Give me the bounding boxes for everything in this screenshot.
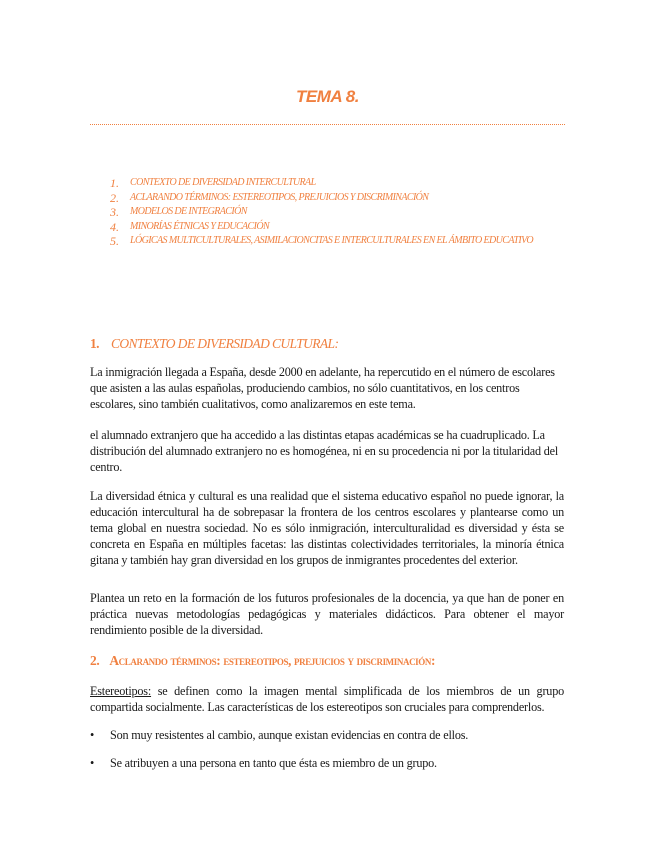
bullet-icon: • (90, 728, 95, 742)
bullet-text: Se atribuyen a una persona en tanto que ésta es miembro de un grupo. (110, 756, 437, 770)
document-title: TEMA 8. (296, 87, 359, 106)
section-1-paragraph-1: La inmigración llegada a España, desde 2000 en adelante, ha repercutido en el número de escolares que asisten a las aulas españolas, produciendo cambios, no sólo cuantitativos, en los centros escolares, sino también cualitativos, como analizaremos en este tema. (90, 365, 555, 411)
section-1-number: 1. (90, 336, 99, 351)
section-2-heading (90, 653, 435, 669)
toc-item-text: ACLARANDO TÉRMINOS: ESTEREOTIPOS, PREJUICIOS Y DISCRIMINACIÓN (130, 191, 429, 203)
toc-item-text: MINORÍAS ÉTNICAS Y EDUCACIÓN (130, 220, 270, 232)
toc-item (110, 176, 550, 191)
toc-item-text: LÓGICAS MULTICULTURALES, ASIMILACIONCITAS E INTERCULTURALES EN EL ÁMBITO EDUCATIVO (130, 235, 533, 246)
section-1-paragraph-2: el alumnado extranjero que ha accedido a las distintas etapas académicas se ha cuadruplicado. La distribución del alumnado extranjero no es homogénea, ni en su procedencia ni por la titularidad del centro. (90, 428, 559, 474)
toc-item-number: 2. (110, 190, 119, 205)
toc-item-text: CONTEXTO DE DIVERSIDAD INTERCULTURAL (130, 177, 316, 188)
toc-item (110, 205, 550, 220)
title-divider (90, 124, 565, 125)
section-1-heading (90, 336, 338, 352)
toc-item-number: 5. (110, 234, 119, 248)
toc-item-number: 4. (110, 219, 119, 234)
toc-item-number: 1. (110, 176, 119, 190)
table-of-contents (110, 176, 550, 249)
section-1-title: CONTEXTO DE DIVERSIDAD CULTURAL: (110, 336, 339, 351)
bullet-text: Son muy resistentes al cambio, aunque existan evidencias en contra de ellos. (110, 728, 469, 742)
stereotypes-definition (90, 683, 564, 715)
toc-item-number: 3. (110, 205, 119, 219)
toc-item (110, 234, 550, 249)
bullet-icon: • (90, 756, 95, 770)
stereotypes-definition-text: se definen como la imagen mental simplificada de los miembros de un grupo compartida socialmente. Las características de los estereotipos son cruciales para comprenderlos. (90, 684, 564, 714)
stereotypes-term: Estereotipos: (90, 684, 152, 698)
toc-item (110, 191, 550, 206)
section-2-title: Aclarando términos: estereotipos, prejuicios y discriminación: (109, 653, 436, 668)
section-1-paragraph-3: La diversidad étnica y cultural es una realidad que el sistema educativo español no puede ignorar, la educación intercultural ha de sobrepasar la frontera de los centros escolares y plantearse como un tema global en nuestra sociedad. No es sólo inmigración, interculturalidad es diversidad y ésta se concreta en España en múltiples facetas: las distintas colectividades territoriales, la minoría étnica gitana y también hay gran diversidad en los grupos de inmigrantes procedentes del exterior. (90, 489, 564, 567)
toc-item (110, 220, 550, 235)
toc-item-text: MODELOS DE INTEGRACIÓN (130, 206, 247, 217)
section-1-paragraph-4: Plantea un reto en la formación de los futuros profesionales de la docencia, ya que han de poner en práctica nuevas metodologías pedagógicas y materiales didácticos. Para obtener el mayor rendimiento posible de la diversidad. (90, 591, 564, 637)
section-2-number: 2. (90, 653, 100, 668)
